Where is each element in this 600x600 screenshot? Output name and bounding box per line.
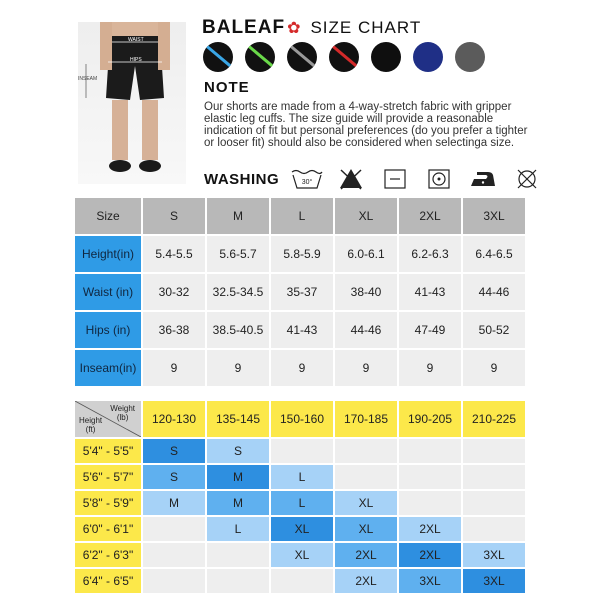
size-recommendation-cell: [143, 569, 205, 593]
color-swatch-black-green[interactable]: [245, 42, 275, 72]
wash-30-icon: [289, 166, 325, 192]
table-cell: 9: [399, 350, 461, 386]
table-cell: 5.4-5.5: [143, 236, 205, 272]
size-recommendation-cell: 2XL: [399, 543, 461, 567]
size-recommendation-cell: [335, 439, 397, 463]
table-cell: 5.8-5.9: [271, 236, 333, 272]
table-cell: 44-46: [335, 312, 397, 348]
table-row: [75, 569, 525, 593]
table-cell: 9: [463, 350, 525, 386]
table-cell: 44-46: [463, 274, 525, 310]
size-recommendation-cell: [143, 517, 205, 541]
do-not-wring-icon: [509, 166, 545, 192]
size-header-cell: 3XL: [463, 198, 525, 234]
size-header-row: [75, 198, 525, 234]
color-swatch-black-gray[interactable]: [287, 42, 317, 72]
corner-wrap: [75, 401, 141, 437]
table-row: [75, 350, 525, 386]
size-recommendation-cell: [399, 491, 461, 515]
table-cell: 9: [271, 350, 333, 386]
weight-header-row: [75, 401, 525, 437]
corner-weight-label: Weight (lb): [110, 404, 135, 422]
swatch-stripe: [287, 42, 317, 70]
table-cell: 41-43: [271, 312, 333, 348]
size-recommendation-cell: 3XL: [463, 543, 525, 567]
size-recommendation-cell: [463, 439, 525, 463]
size-chart-table: [73, 196, 527, 388]
table-cell: 6.0-6.1: [335, 236, 397, 272]
size-recommendation-cell: 3XL: [463, 569, 525, 593]
size-recommendation-cell: 3XL: [399, 569, 461, 593]
color-swatch-black-red[interactable]: [329, 42, 359, 72]
size-recommendation-cell: [207, 569, 269, 593]
size-recommendation-cell: 2XL: [399, 517, 461, 541]
size-recommendation-cell: [463, 465, 525, 489]
table-cell: 5.6-5.7: [207, 236, 269, 272]
row-label: Inseam(in): [75, 350, 141, 386]
table-cell: 41-43: [399, 274, 461, 310]
swatch-stripe: [245, 42, 275, 70]
weight-height-table: [73, 399, 527, 595]
height-label: 6'4" - 6'5": [75, 569, 141, 593]
table-row: [75, 491, 525, 515]
size-header-cell: S: [143, 198, 205, 234]
weight-header-cell: 135-145: [207, 401, 269, 437]
table-cell: 9: [335, 350, 397, 386]
dry-clean-icon: [421, 166, 457, 192]
table-row: [75, 517, 525, 541]
size-recommendation-cell: XL: [271, 517, 333, 541]
size-recommendation-cell: XL: [271, 543, 333, 567]
size-header-cell: XL: [335, 198, 397, 234]
brand-logo: BALEAF: [202, 17, 286, 38]
size-recommendation-cell: L: [207, 517, 269, 541]
hips-label: HIPS: [130, 57, 142, 63]
table-cell: 9: [143, 350, 205, 386]
size-recommendation-cell: [399, 465, 461, 489]
table-cell: 36-38: [143, 312, 205, 348]
no-bleach-icon: [333, 166, 369, 192]
weight-header-cell: 120-130: [143, 401, 205, 437]
table-cell: 47-49: [399, 312, 461, 348]
color-swatches: [203, 42, 485, 72]
size-recommendation-cell: M: [207, 491, 269, 515]
size-recommendation-cell: 2XL: [335, 569, 397, 593]
weight-height-corner: [75, 401, 141, 437]
size-recommendation-cell: [143, 543, 205, 567]
model-photo: [78, 22, 186, 184]
size-recommendation-cell: [271, 439, 333, 463]
weight-header-cell: 150-160: [271, 401, 333, 437]
table-cell: 50-52: [463, 312, 525, 348]
size-recommendation-cell: S: [143, 439, 205, 463]
size-recommendation-cell: L: [271, 491, 333, 515]
size-recommendation-cell: XL: [335, 491, 397, 515]
iron-low-icon: [465, 166, 501, 192]
color-swatch-black[interactable]: [371, 42, 401, 72]
size-recommendation-cell: [463, 517, 525, 541]
wash-temp: 30°: [301, 179, 313, 186]
page-title: SIZE CHART: [310, 18, 422, 37]
size-recommendation-cell: [399, 439, 461, 463]
washing-instructions: [204, 166, 553, 192]
color-swatch-black-blue[interactable]: [203, 42, 233, 72]
size-corner-cell: Size: [75, 198, 141, 234]
table-row: [75, 236, 525, 272]
brand-header: [202, 17, 421, 39]
table-row: [75, 543, 525, 567]
inseam-label: INSEAM: [78, 76, 98, 82]
height-label: 5'4" - 5'5": [75, 439, 141, 463]
weight-header-cell: 210-225: [463, 401, 525, 437]
table-cell: 30-32: [143, 274, 205, 310]
table-row: [75, 439, 525, 463]
size-recommendation-cell: S: [207, 439, 269, 463]
color-swatch-navy[interactable]: [413, 42, 443, 72]
size-recommendation-cell: [335, 465, 397, 489]
waist-label: WAIST: [128, 37, 144, 43]
table-cell: 35-37: [271, 274, 333, 310]
size-recommendation-cell: 2XL: [335, 543, 397, 567]
leaf-logo-icon: ✿: [287, 20, 301, 37]
swatch-stripe: [203, 42, 233, 70]
row-label: Hips (in): [75, 312, 141, 348]
size-recommendation-cell: L: [271, 465, 333, 489]
size-recommendation-cell: M: [143, 491, 205, 515]
size-header-cell: M: [207, 198, 269, 234]
size-recommendation-cell: [271, 569, 333, 593]
size-recommendation-cell: [463, 491, 525, 515]
table-cell: 9: [207, 350, 269, 386]
size-recommendation-cell: S: [143, 465, 205, 489]
table-cell: 38.5-40.5: [207, 312, 269, 348]
table-row: [75, 312, 525, 348]
size-header-cell: L: [271, 198, 333, 234]
size-recommendation-cell: XL: [335, 517, 397, 541]
washing-label: WASHING: [204, 170, 280, 188]
height-label: 6'2" - 6'3": [75, 543, 141, 567]
weight-header-cell: 170-185: [335, 401, 397, 437]
table-cell: 38-40: [335, 274, 397, 310]
corner-height-label: Height (ft): [79, 416, 103, 434]
note-title: NOTE: [204, 79, 250, 96]
table-cell: 6.2-6.3: [399, 236, 461, 272]
weight-header-cell: 190-205: [399, 401, 461, 437]
size-recommendation-cell: [207, 543, 269, 567]
size-header-cell: 2XL: [399, 198, 461, 234]
size-recommendation-cell: M: [207, 465, 269, 489]
height-label: 5'8" - 5'9": [75, 491, 141, 515]
height-label: 6'0" - 6'1": [75, 517, 141, 541]
table-row: [75, 274, 525, 310]
row-label: Waist (in): [75, 274, 141, 310]
table-row: [75, 465, 525, 489]
note-text: Our shorts are made from a 4-way-stretch fabric with gripper elastic leg cuffs. The size guide will provide a reasonable indication of fit but personal preferences (do you prefer a tighter or looser fit) should also be considered when selectinga size.: [204, 101, 528, 149]
table-cell: 32.5-34.5: [207, 274, 269, 310]
swatch-stripe: [329, 42, 359, 70]
height-label: 5'6" - 5'7": [75, 465, 141, 489]
row-label: Height(in): [75, 236, 141, 272]
tumble-dry-icon: [377, 166, 413, 192]
table-cell: 6.4-6.5: [463, 236, 525, 272]
color-swatch-gray[interactable]: [455, 42, 485, 72]
